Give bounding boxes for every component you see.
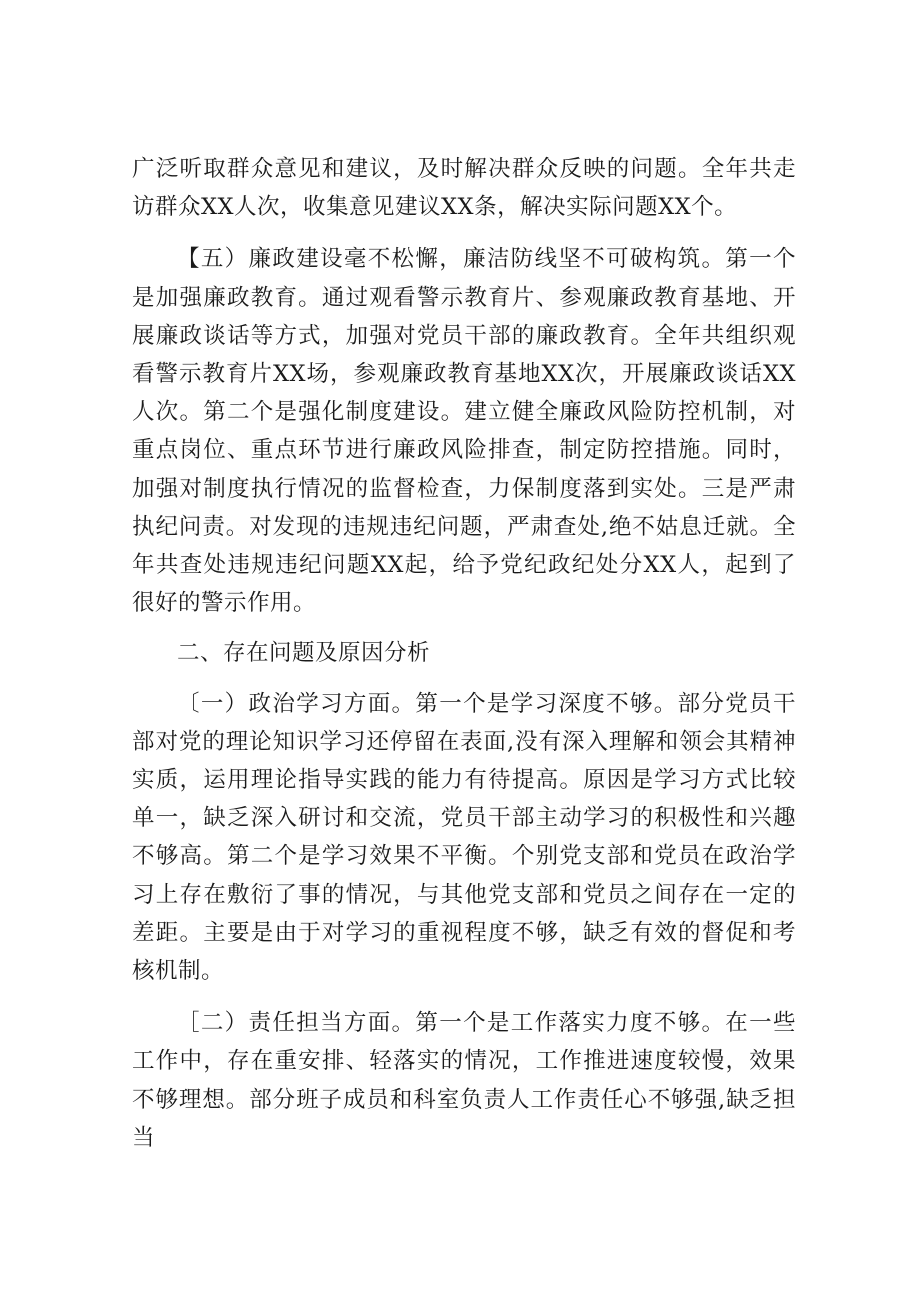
paragraph-integrity-building: 【五）廉政建设毫不松懈，廉洁防线坚不可破构筑。第一个是加强廉政教育。通过观看警示教育片、参观廉政教育基地、开展廉政谈话等方式，加强对党员干部的廉政教育。全年共组织观看警示教育片XX场，参观廉政教育基地XX次，开展廉政谈话XX人次。第二个是强化制度建设。建立健全廉政风险防控机制，对重点岗位、重点环节进行廉政风险排查，制定防控措施。同时，加强对制度执行情况的监督检查，力保制度落到实处。三是严肃执纪问责。对发现的违规违纪问题，严肃查处,绝不姑息迁就。全年共查处违规违纪问题XX起，给予党纪政纪处分XX人，起到了很好的警示作用。 — [132, 246, 796, 617]
section-heading-problems: 二、存在问题及原因分析 — [177, 640, 431, 667]
paragraph-political-study: 〔一）政治学习方面。第一个是学习深度不够。部分党员干部对党的理论知识学习还停留在表面,没有深入理解和领会其精神实质，运用理论指导实践的能力有待提高。原因是学习方式比较单一，缺乏深入研讨和交流，党员干部主动学习的积极性和兴趣不够高。第二个是学习效果不平衡。个别党支部和党员在政治学习上存在敷衍了事的情况，与其他党支部和党员之间存在一定的差距。主要是由于对学习的重视程度不够，缺乏有效的督促和考核机制。 — [132, 690, 796, 985]
paragraph-continued-outreach: 广泛听取群众意见和建议，及时解决群众反映的问题。全年共走访群众XX人次，收集意见建议XX条，解决实际问题XX个。 — [132, 156, 796, 221]
document-page — [132, 150, 796, 1157]
paragraph-responsibility: ［二）责任担当方面。第一个是工作落实力度不够。在一些工作中，存在重安排、轻落实的情况，工作推进速度较慢，效果不够理想。部分班子成员和科室负责人工作责任心不够强,缺乏担当 — [132, 1010, 796, 1151]
